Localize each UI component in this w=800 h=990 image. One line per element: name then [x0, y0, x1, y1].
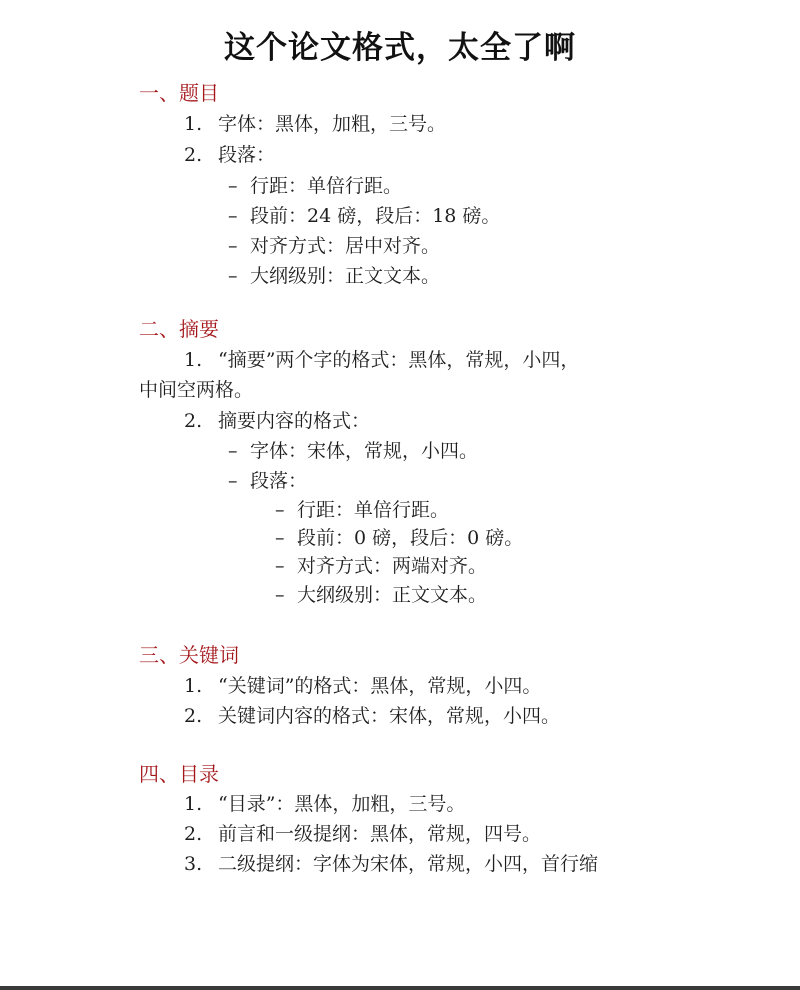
dash-bullet: – [228, 265, 238, 287]
dash-bullet: – [275, 555, 285, 577]
bottom-divider [0, 986, 800, 990]
dash-bullet: – [275, 499, 285, 521]
list-number: 1. [184, 675, 203, 697]
list-item [184, 673, 541, 699]
dash-bullet: – [228, 235, 238, 257]
page-title: 这个论文格式，太全了啊 [224, 30, 576, 66]
sub-list-text: 大纲级别：正文文本。 [250, 265, 441, 287]
list-text: 字体：黑体，加粗，三号。 [218, 113, 447, 135]
sub-sub-list-item [275, 553, 487, 579]
list-item [184, 821, 541, 847]
sub-sub-list-text: 大纲级别：正文文本。 [297, 584, 488, 606]
sub-sub-list-item [275, 525, 523, 551]
dash-bullet: – [228, 175, 238, 197]
sub-list-text: 行距：单倍行距。 [250, 175, 403, 197]
list-text: 段落： [218, 144, 276, 166]
sub-list-item [228, 263, 440, 289]
list-item [184, 347, 579, 373]
sub-list-item [228, 203, 500, 229]
dash-bullet: – [275, 584, 285, 606]
sub-list-text: 段落： [250, 470, 308, 492]
list-item [184, 111, 446, 137]
list-item [184, 703, 560, 729]
dash-bullet: – [228, 470, 238, 492]
sub-sub-list-text: 对齐方式：两端对齐。 [297, 555, 488, 577]
dash-bullet: – [228, 440, 238, 462]
list-text: 关键词内容的格式：宋体，常规，小四。 [218, 705, 561, 727]
list-number: 2. [184, 823, 203, 845]
list-text: 二级提纲：字体为宋体，常规，小四，首行缩 [218, 853, 599, 875]
sub-list-item [228, 438, 478, 464]
dash-bullet: – [275, 527, 285, 549]
dash-bullet: – [228, 205, 238, 227]
sub-list-item [228, 173, 402, 199]
section-heading-title: 一、题目 [139, 81, 219, 105]
list-text: “目录”：黑体，加粗，三号。 [218, 793, 466, 815]
sub-sub-list-text: 段前：0 磅，段后：0 磅。 [297, 527, 524, 549]
list-text: “关键词”的格式：黑体，常规，小四。 [218, 675, 542, 697]
list-number: 2. [184, 410, 203, 432]
section-heading-abstract: 二、摘要 [139, 317, 219, 341]
list-number: 1. [184, 793, 203, 815]
list-item [184, 142, 275, 168]
sub-list-item [228, 468, 307, 494]
list-text: 前言和一级提纲：黑体，常规，四号。 [218, 823, 542, 845]
sub-sub-list-item [275, 497, 449, 523]
list-number: 3. [184, 853, 203, 875]
list-text: “摘要”两个字的格式：黑体，常规，小四， [218, 349, 580, 371]
sub-list-text: 对齐方式：居中对齐。 [250, 235, 441, 257]
section-heading-toc: 四、目录 [139, 762, 219, 786]
list-number: 2. [184, 144, 203, 166]
list-item [184, 851, 598, 877]
list-number: 2. [184, 705, 203, 727]
sub-sub-list-text: 行距：单倍行距。 [297, 499, 450, 521]
sub-list-text: 字体：宋体，常规，小四。 [250, 440, 479, 462]
list-item [184, 791, 465, 817]
sub-list-text: 段前：24 磅，段后：18 磅。 [250, 205, 501, 227]
list-text: 摘要内容的格式： [218, 410, 371, 432]
section-heading-keywords: 三、关键词 [139, 643, 239, 667]
list-number: 1. [184, 113, 203, 135]
list-number: 1. [184, 349, 203, 371]
list-item [184, 408, 370, 434]
sub-list-item [228, 233, 440, 259]
list-text-continuation: 中间空两格。 [139, 379, 254, 401]
sub-sub-list-item [275, 582, 487, 608]
